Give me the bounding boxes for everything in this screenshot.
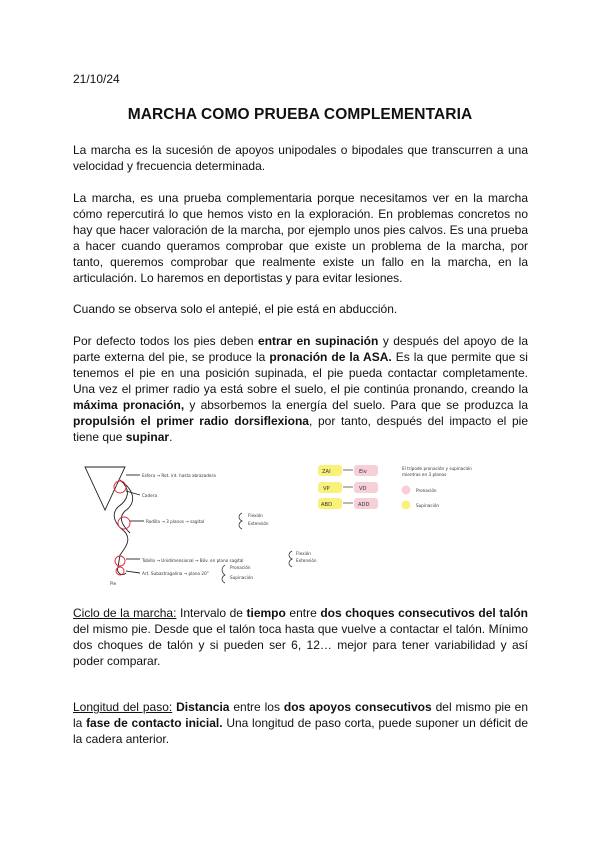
- bold-term: máxima pronación,: [73, 398, 185, 412]
- sketch-label: Flexión: [296, 551, 311, 556]
- paragraph-definition: La marcha es la sucesión de apoyos unipodales o bipodales que transcurren a una velocidad y frecuencia determinada.: [73, 143, 528, 173]
- sketch-label: Supinación: [230, 575, 254, 580]
- bold-term: pronación de la ASA.: [269, 350, 392, 364]
- bold-term: supinar: [125, 430, 170, 444]
- text: y después del apoyo de la parte externa del pie, se produce la: [73, 334, 528, 364]
- legend-pronation: Pronación: [416, 488, 437, 493]
- bold-term: propulsión el primer radio dorsiflexiona: [73, 414, 309, 428]
- highlight-yellow: [318, 482, 342, 493]
- bold-term: entrar en supinación: [258, 334, 379, 348]
- eq-right: Eiv: [359, 469, 367, 475]
- equation-grid: [318, 465, 378, 509]
- underlined-term: Ciclo de la marcha:: [73, 606, 177, 620]
- eq-left: ABD: [321, 502, 333, 508]
- sketch-label: Extensión: [248, 521, 269, 526]
- sketch-label: Cadera: [142, 493, 158, 498]
- sketch-note: mientras en 3 planos: [402, 472, 447, 477]
- sketch-label: Pie: [110, 581, 117, 586]
- legend-supination: Supinación: [416, 503, 440, 508]
- knee-joint-circle: [118, 517, 130, 529]
- text: Es la que permite que si tenemos el pie en una posición supinada, el pie pueda contactar completamente. Una vez el primer radio ya está sobre el suelo, el pie continúa pronando, creando la: [73, 350, 528, 396]
- text: Por defecto todos los pies deben: [73, 334, 259, 348]
- text: .: [169, 430, 173, 444]
- handwritten-diagram: [80, 455, 540, 590]
- sketch-label: Rodilla → 3 planos → sagital: [146, 519, 205, 524]
- text: Una longitud de paso corta, puede suponer un déficit de la cadera anterior.: [73, 716, 528, 746]
- legend-pink-dot: [402, 486, 411, 495]
- paragraph-gait-cycle: [73, 605, 528, 669]
- text: entre los: [229, 700, 284, 714]
- page-title: MARCHA COMO PRUEBA COMPLEMENTARIA: [127, 106, 473, 123]
- text: y absorbemos la energía del suelo. Para que se produzca la: [184, 398, 529, 412]
- text: entre: [285, 606, 321, 620]
- sketch-label: Esfera → Rot. int. hasta abrazadera: [142, 473, 216, 478]
- text: del mismo pie. Desde que el talón toca hasta que vuelve a contactar el talón. Mínimo dos choques de talón y si pueden ser 6, 12… mejor para tener variabilidad y así poder comparar.: [73, 622, 528, 668]
- bold-term: dos apoyos consecutivos: [283, 700, 432, 714]
- text: , por tanto, después del impacto el pie tiene que: [73, 414, 528, 444]
- eq-right: ADD: [358, 502, 370, 508]
- sketch-label: Tobillo → Unidimensional → Bóv. en plano sagital: [142, 558, 244, 563]
- legend-yellow-dot: [402, 501, 411, 510]
- sketch-label: Extensión: [296, 558, 317, 563]
- eq-right: VD: [359, 486, 367, 492]
- paragraph-supination-pronation: [73, 333, 528, 445]
- eq-left: ZAI: [322, 469, 331, 475]
- paragraph-step-length: [73, 699, 528, 747]
- bold-term: fase de contacto inicial.: [86, 716, 223, 730]
- bold-term: Distancia: [176, 700, 230, 714]
- bold-term: tiempo: [246, 606, 286, 620]
- arrow-line: [126, 571, 140, 573]
- leg-sketch: [85, 467, 144, 575]
- sketch-label: Flexión: [248, 513, 263, 518]
- underlined-term: Longitud del paso:: [73, 700, 173, 714]
- bold-term: dos choques consecutivos del talón: [320, 606, 528, 620]
- sketch-label: Art. Subastragalina → plano 20°: [142, 571, 209, 576]
- paragraph-complementary-test: La marcha, es una prueba complementaria porque necesitamos ver en la marcha cómo repercutirá lo que hemos visto en la exploración. En problemas concretos no hay que hacer valoración de la marcha, por ejemplo unos pies calvos. Es una prueba a hacer cuando queramos comprobar que existe un problema de la marcha, por tanto, queremos comprobar que realmente existe un fallo en la marcha, en la articulación. Lo haremos en deportistas y para evitar lesiones.: [73, 191, 528, 285]
- arrow-line: [126, 491, 140, 495]
- text: Intervalo de: [176, 606, 247, 620]
- date: 21/10/24: [73, 72, 120, 86]
- eq-left: VP: [323, 486, 330, 492]
- text: del mismo pie en la: [73, 700, 528, 730]
- hip-triangle: [85, 467, 125, 510]
- sketch-note: El trípode pronación y supinación: [402, 466, 472, 471]
- leg-outline: [114, 480, 128, 575]
- sketch-label: Pronación: [230, 565, 251, 570]
- paragraph-antepie: Cuando se observa solo el antepié, el pie está en abducción.: [73, 302, 398, 316]
